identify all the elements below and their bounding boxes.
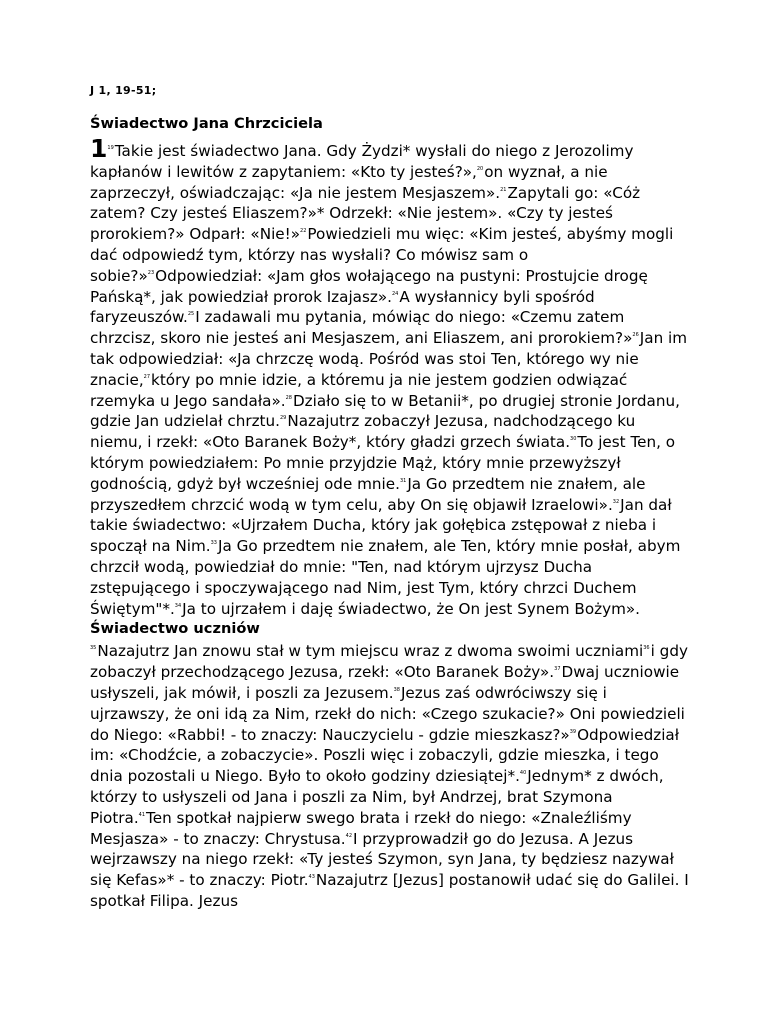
- verse-text: on wyznał, a nie zaprzeczył, oświadczając: «Ja nie jestem Mesjaszem».: [90, 162, 608, 202]
- verse-number: 31: [399, 477, 407, 484]
- verse-number: 24: [391, 290, 399, 297]
- verse-text: Powiedzieli mu więc: «Kim jesteś, abyśmy mogli dać odpowiedź tym, którzy nas wysłali? Co mówisz sam o sobie?»: [90, 225, 674, 285]
- verse-text: Ja Go przedtem nie znałem, ale Ten, który mnie posłał, abym chrzcił wodą, powiedział do mnie: "Ten, nad którym ujrzysz Ducha zstępującego i spoczywającego nad Nim, jest Tym, który chrzci Duchem Świętym"*.: [90, 537, 681, 618]
- chapter-number: 1: [90, 134, 108, 163]
- paragraph-disciples-testimony: [90, 641, 690, 911]
- verse-number: 38: [393, 686, 400, 693]
- verse-number: 30: [570, 436, 577, 443]
- verse-number: 43: [308, 874, 315, 881]
- verse-text: Jan im tak odpowiedział: «Ja chrzczę wodą. Pośród was stoi Ten, którego wy nie znacie,: [90, 329, 688, 389]
- verse-number: 42: [345, 832, 353, 839]
- verse-number: 39: [569, 728, 577, 735]
- verse-number: 36: [643, 645, 650, 652]
- verse-text: I przyprowadził go do Jezusa. A Jezus wejrzawszy na niego rzekł: «Ty jesteś Szymon, syn Jana, ty będziesz nazywał się Kefas»* - to znaczy: Piotr.: [90, 829, 674, 890]
- verse-number: 32: [612, 498, 620, 505]
- verse-text: Jan dał takie świadectwo: «Ujrzałem Ducha, który jak gołębica zstępował z nieba i spoczął na Nim.: [90, 495, 672, 556]
- verse-number: 25: [187, 311, 195, 318]
- verse-number: 40: [519, 770, 527, 777]
- verse-number: 19: [107, 145, 114, 151]
- verse-text: I zadawali mu pytania, mówiąc do niego: «Czemu zatem chrzcisz, skoro nie jesteś ani Mesjaszem, ani Eliaszem, ani prorokiem?»: [90, 308, 633, 348]
- verse-text: Ja Go przedtem nie znałem, ale przyszedłem chrzcić wodą w tym celu, aby On się objawił Izraelowi».: [90, 474, 646, 514]
- verse-text: Ja to ujrzałem i daję świadectwo, że On jest Synem Bożym».: [182, 599, 641, 618]
- verse-number: 35: [90, 645, 97, 652]
- verse-number: 34: [174, 602, 182, 609]
- section-heading-john-testimony: Świadectwo Jana Chrzciciela: [90, 115, 323, 132]
- verse-number: 21: [500, 186, 507, 193]
- verse-number: 22: [300, 228, 307, 235]
- verse-text: Ten spotkał najpierw swego brata i rzekł do niego: «Znaleźliśmy Mesjasza» - to znaczy: Chrystusa.: [90, 808, 632, 848]
- verse-text: który po mnie idzie, a któremu ja nie jestem godzien odwiązać rzemyka u Jego sandała».: [90, 370, 628, 410]
- verse-number: 33: [210, 540, 217, 547]
- scripture-reference: J 1, 19-51;: [90, 84, 157, 97]
- verse-number: 29: [279, 415, 287, 422]
- verse-number: 28: [285, 394, 292, 401]
- verse-number: 27: [143, 373, 151, 380]
- verse-text: i gdy zobaczył przechodzącego Jezusa, rzekł: «Oto Baranek Boży».: [90, 642, 688, 682]
- verse-number: 37: [554, 666, 561, 673]
- paragraph-john-testimony: [90, 134, 690, 619]
- verse-text: Odpowiedział im: «Chodźcie, a zobaczycie». Poszli więc i zobaczyli, gdzie mieszka, i tego dnia pozostali u Niego. Było to około godziny dziesiątej*.: [90, 725, 680, 786]
- verse-text: Jednym* z dwóch, którzy to usłyszeli od Jana i poszli za Nim, był Andrzej, brat Szymona Piotra.: [90, 767, 664, 827]
- verse-text: Odpowiedział: «Jam głos wołającego na pustyni: Prostujcie drogę Pańską*, jak powiedział prorok Izajasz».: [90, 266, 648, 306]
- verse-text: To jest Ten, o którym powiedziałem: Po mnie przyjdzie Mąż, który mnie przewyższył godnością, gdyż był wcześniej ode mnie.: [90, 433, 676, 493]
- verse-text: Nazajutrz zobaczył Jezusa, nadchodzącego ku niemu, i rzekł: «Oto Baranek Boży*, który gładzi grzech świata.: [90, 412, 636, 452]
- verse-number: 23: [147, 269, 155, 276]
- verse-text: Takie jest świadectwo Jana. Gdy Żydzi* wysłali do niego z Jerozolimy kapłanów i lewitów z zapytaniem: «Kto ty jesteś?»,: [90, 142, 634, 181]
- document-page: [90, 84, 690, 912]
- verse-text: Działo się to w Betanii*, po drugiej stronie Jordanu, gdzie Jan udzielał chrztu.: [90, 391, 680, 431]
- verse-text: Jezus zaś odwróciwszy się i ujrzawszy, że oni idą za Nim, rzekł do nich: «Czego szukacie?» Oni powiedzieli do Niego: «Rabbi! - to znaczy: Nauczycielu - gdzie mieszkasz?»: [90, 683, 685, 744]
- verse-number: 20: [476, 165, 484, 172]
- verse-number: 26: [632, 332, 639, 339]
- verse-text: Nazajutrz [Jezus] postanowił udać się do Galilei. I spotkał Filipa. Jezus: [90, 871, 689, 910]
- verse-text: A wysłannicy byli spośród faryzeuszów.: [90, 287, 595, 327]
- verse-number: 41: [138, 811, 146, 818]
- verse-text: Nazajutrz Jan znowu stał w tym miejscu wraz z dwoma swoimi uczniami: [97, 642, 644, 661]
- section-heading-disciples-testimony: Świadectwo uczniów: [90, 620, 260, 638]
- verse-text: Zapytali go: «Cóż zatem? Czy jesteś Eliaszem?»* Odrzekł: «Nie jestem». «Czy ty jesteś prorokiem?» Odparł: «Nie!»: [90, 183, 641, 244]
- verse-text: Dwaj uczniowie usłyszeli, jak mówił, i poszli za Jezusem.: [90, 663, 680, 702]
